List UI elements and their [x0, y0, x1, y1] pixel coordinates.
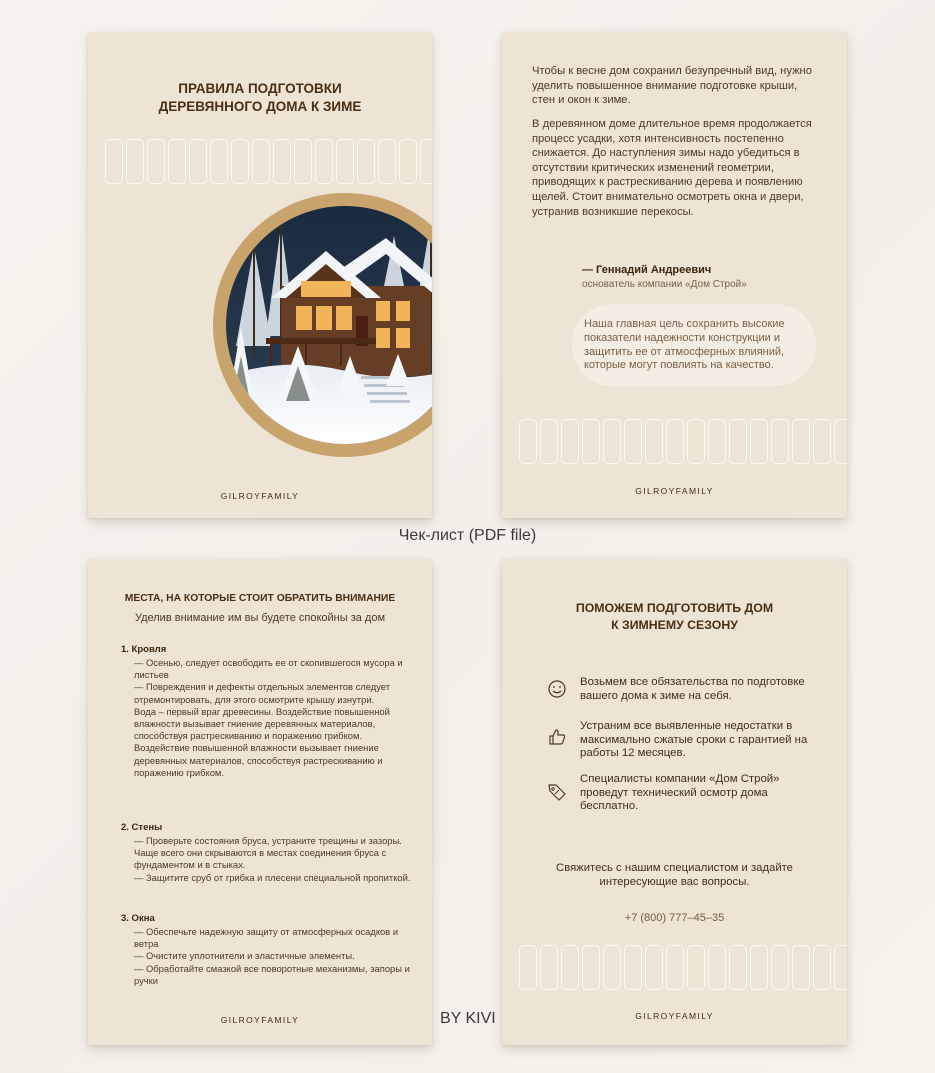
section-body-roof: — Осенью, следует освободить ее от скопившегося мусора и листьев — Повреждения и дефекты отдельных элементов следует отремонтировать, для этого осмотрите крышу изнутри. Вода – первый враг древесины. Воздействие повышенной влажности вызывает гниение деревянных материалов, способствуя растрескиванию и поражению грибком. Воздействие повышенной влажности вызывает гниение деревянных материалов, способствуя растрескиванию и поражению грибком.: [134, 657, 403, 778]
checklist-title: МЕСТА, НА КОТОРЫЕ СТОИТ ОБРАТИТЬ ВНИМАНИЕ: [124, 593, 396, 604]
page-checklist: [88, 559, 432, 1045]
section-body-windows: — Обеспечьте надежную защиту от атмосферных осадков и ветра — Очистите уплотнители и эластичные элементы. — Обработайте смазкой все поворотные механизмы, запоры и ручки: [134, 926, 410, 986]
contact-text: Свяжитесь с нашим специалистом и задайте интересующие вас вопросы.: [556, 862, 793, 889]
author-name: — Геннадий Андреевич: [582, 264, 712, 276]
section-heading-walls: 2. Стены: [121, 822, 163, 833]
brand-footer: GILROYFAMILY: [220, 491, 300, 501]
page-services: [502, 559, 847, 1045]
checklist-subtitle: Уделив внимание им вы будете спокойны за дом: [134, 612, 386, 624]
section-heading-roof: 1. Кровля: [121, 644, 167, 655]
section-heading-windows: 3. Окна: [121, 913, 155, 924]
price-tag-icon: [547, 782, 567, 802]
brand-footer: GILROYFAMILY: [220, 1015, 300, 1025]
brand-footer: GILROYFAMILY: [635, 486, 714, 496]
brand-footer: GILROYFAMILY: [635, 1011, 714, 1021]
decorative-box-row: [519, 419, 847, 464]
caption: Чек-лист (PDF file): [398, 527, 537, 544]
author-role: основатель компании «Дом Строй»: [582, 279, 747, 290]
page-cover: [88, 32, 432, 518]
intro-paragraph-1: Чтобы к весне дом сохранил безупречный вид, нужно уделить повышенное внимание подготовке крыши, стен и окон к зиме.: [532, 65, 812, 107]
feature-text-1: Возьмем все обязательства по подготовке вашего дома к зиме на себя.: [580, 676, 805, 702]
page-intro: [502, 32, 847, 518]
quote-text: Наша главная цель сохранить высокие показатели надежности конструкции и защитить ее от атмосферных влияний, которые могут повлиять на качество.: [584, 318, 785, 372]
cover-title: ПРАВИЛА ПОДГОТОВКИ ДЕРЕВЯННОГО ДОМА К ЗИМЕ: [158, 81, 362, 114]
byline: BY KIVI: [440, 1010, 496, 1027]
smile-icon: [547, 679, 567, 699]
decorative-box-row: [519, 945, 847, 990]
phone-number[interactable]: +7 (800) 777–45–35: [624, 912, 725, 924]
services-title: ПОМОЖЕМ ПОДГОТОВИТЬ ДОМ К ЗИМНЕМУ СЕЗОНУ: [575, 601, 774, 632]
intro-paragraph-2: В деревянном доме длительное время продолжается процесс усадки, хотя интенсивность постепенно снижается. До наступления зимы надо убедиться в отсутствии критических изменений геометрии, приводящих к растрескиванию дерева и появлению щелей. Стоит внимательно осмотреть окна и двери, устранив возникшие перекосы.: [532, 118, 812, 218]
decorative-box-row: [105, 139, 432, 184]
thumbs-up-icon: [547, 727, 567, 747]
feature-text-3: Специалисты компании «Дом Строй» проведут технический осмотр дома бесплатно.: [580, 773, 780, 813]
feature-text-2: Устраним все выявленные недостатки в максимально сжатые сроки с гарантией на работы 12 месяцев.: [580, 720, 808, 760]
section-body-walls: — Проверьте состояния бруса, устраните трещины и зазоры. Чаще всего они скрываются в местах соединения бруса с фундаментом и в стыках. — Защитите сруб от грибка и плесени специальной пропиткой.: [134, 835, 411, 883]
